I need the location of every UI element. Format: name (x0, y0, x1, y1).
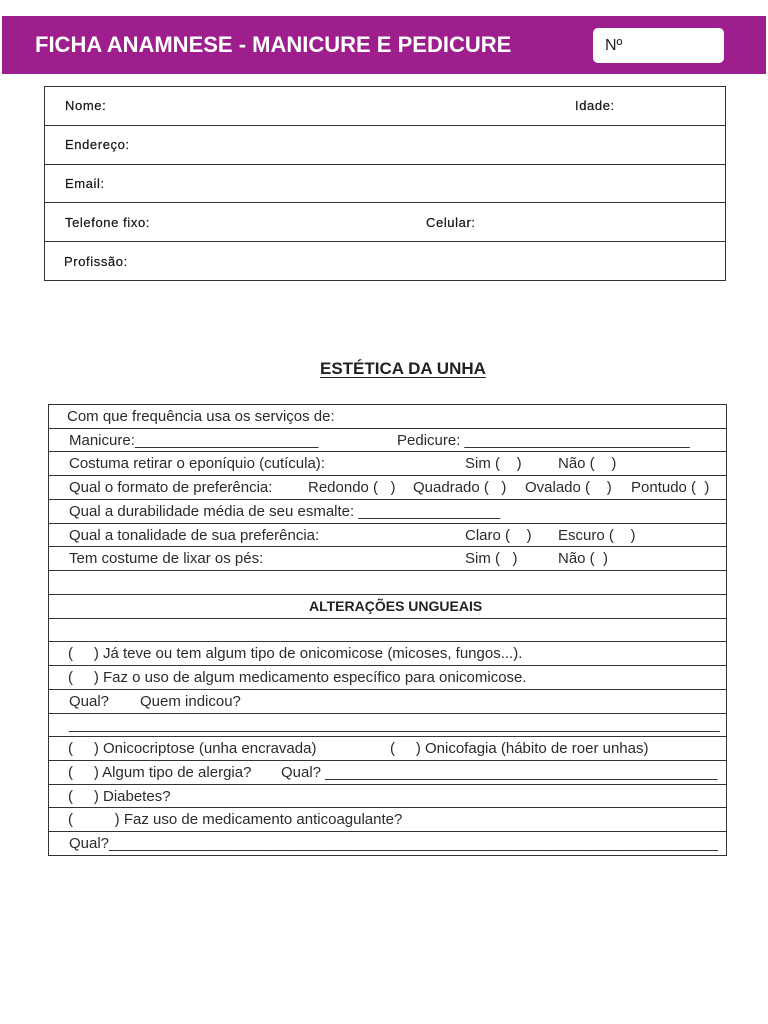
table-row (49, 499, 726, 523)
foot-filing-question: Tem costume de lixar os pés: (69, 550, 264, 568)
onychocryptosis-option: ( ) Onicocriptose (unha encravada) (68, 740, 317, 758)
table-row (49, 475, 726, 499)
client-row-email (45, 164, 725, 203)
client-row-address (45, 125, 725, 164)
shape-question: Qual o formato de preferência: (69, 479, 273, 497)
address-label: Endereço: (65, 137, 130, 153)
answer-line: ______________________________________________________________________________ (69, 716, 720, 734)
client-info-table (44, 86, 726, 281)
manicure-field: Manicure:______________________ (69, 431, 319, 449)
allergy-question: ( ) Algum tipo de alergia? (68, 763, 252, 781)
landline-label: Telefone fixo: (65, 214, 151, 230)
age-label: Idade: (575, 98, 615, 114)
table-row (49, 784, 726, 808)
shape-option-oval: Ovalado ( ) (525, 479, 612, 497)
table-row (49, 405, 726, 428)
tone-light-option: Claro ( ) (465, 526, 532, 544)
table-row (49, 665, 726, 689)
tone-question: Qual a tonalidade de sua preferência: (69, 526, 320, 544)
client-row-profession (45, 241, 725, 280)
client-row-name (45, 87, 725, 125)
mobile-label: Celular: (426, 214, 476, 230)
nail-aesthetics-title: ESTÉTICA DA UNHA (320, 359, 486, 378)
cuticle-no-option: Não ( ) (558, 455, 617, 473)
allergy-which-field: Qual? _______________________________________________ (281, 763, 718, 781)
shape-option-pointed: Pontudo ( ) (631, 479, 710, 497)
anticoagulant-which-field: Qual?_________________________________________________________________________ (69, 835, 719, 853)
name-label: Nome: (65, 98, 107, 114)
shape-option-square: Quadrado ( ) (413, 479, 507, 497)
diabetes-option: ( ) Diabetes? (68, 787, 171, 805)
form-number-label: Nº (605, 37, 623, 54)
table-row-empty (49, 618, 726, 642)
table-row (49, 451, 726, 475)
table-row-empty (49, 570, 726, 594)
client-row-phone (45, 202, 725, 241)
durability-question: Qual a durabilidade média de seu esmalte: _________________ (69, 502, 501, 520)
nail-alterations-title: ALTERAÇÕES UNGUEAIS (309, 598, 483, 615)
table-row (49, 807, 726, 831)
table-row (49, 641, 726, 665)
table-row (49, 831, 726, 855)
table-row (49, 594, 726, 618)
nail-form-table (48, 404, 727, 856)
frequency-question: Com que frequência usa os serviços de: (67, 407, 335, 425)
onychomycosis-medication: ( ) Faz o uso de algum medicamento específico para onicomicose. (68, 668, 527, 686)
table-row (49, 736, 726, 760)
table-row (49, 428, 726, 452)
anticoagulant-option: ( ) Faz uso de medicamento anticoagulante? (68, 811, 403, 829)
cuticle-yes-option: Sim ( ) (465, 455, 522, 473)
which-label: Qual? (69, 692, 110, 710)
table-row (49, 523, 726, 547)
foot-filing-yes-option: Sim ( ) (465, 550, 518, 568)
tone-dark-option: Escuro ( ) (558, 526, 636, 544)
who-indicated-label: Quem indicou? (140, 692, 241, 710)
header-bar (2, 16, 766, 74)
profession-label: Profissão: (64, 253, 128, 269)
onychomycosis-history: ( ) Já teve ou tem algum tipo de onicomicose (micoses, fungos...). (68, 645, 523, 663)
form-number-box (593, 28, 724, 63)
table-row (49, 689, 726, 713)
shape-option-round: Redondo ( ) (308, 479, 396, 497)
pedicure-field: Pedicure: ___________________________ (397, 431, 690, 449)
table-row (49, 760, 726, 784)
cuticle-question: Costuma retirar o eponíquio (cutícula): (69, 455, 325, 473)
table-row (49, 713, 726, 737)
onychophagia-option: ( ) Onicofagia (hábito de roer unhas) (390, 740, 649, 758)
foot-filing-no-option: Não ( ) (558, 550, 609, 568)
form-title: FICHA ANAMNESE - MANICURE E PEDICURE (35, 32, 512, 57)
table-row (49, 546, 726, 570)
email-label: Email: (65, 175, 105, 191)
